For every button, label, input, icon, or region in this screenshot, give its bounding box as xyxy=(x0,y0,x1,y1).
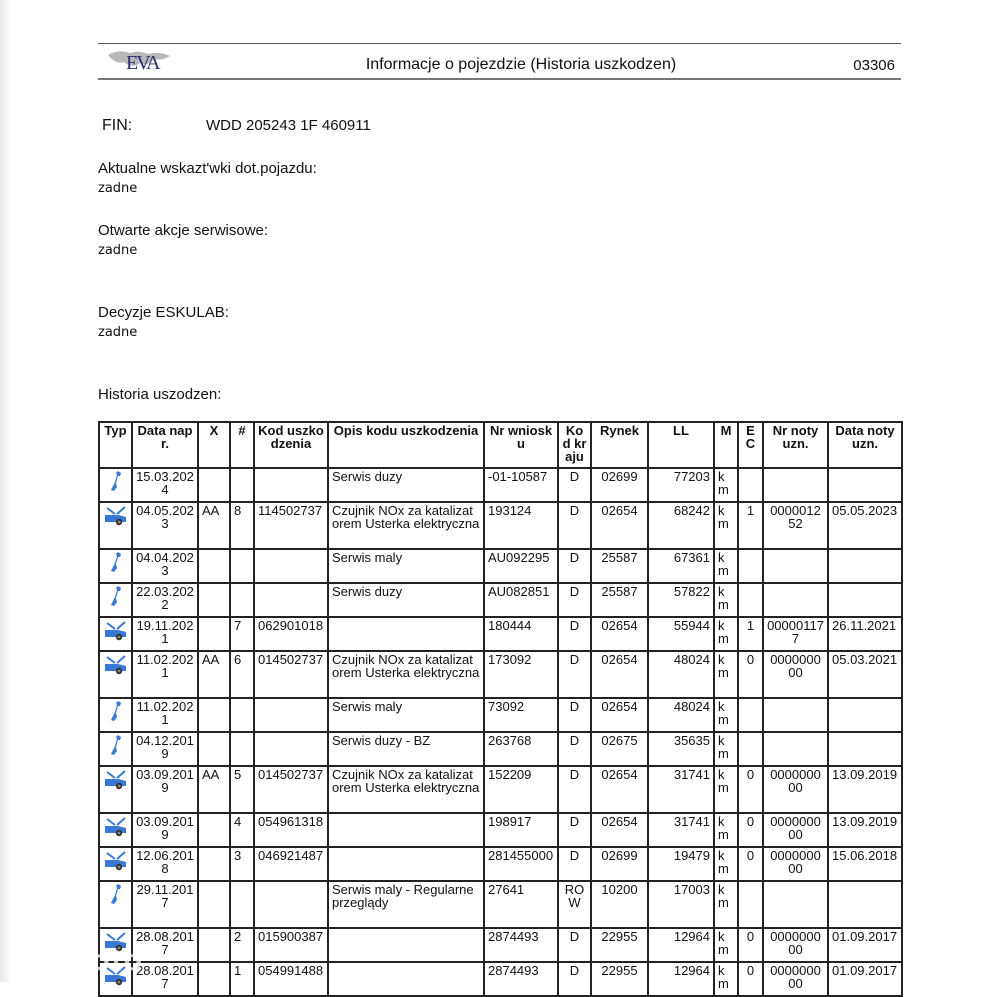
x-cell xyxy=(198,617,230,651)
description-cell: Serwis maly xyxy=(328,549,484,583)
mileage-cell: 67361 xyxy=(648,549,714,583)
country-cell: D xyxy=(558,468,591,502)
note-date-cell: 05.03.2021 xyxy=(828,651,902,698)
ec-cell xyxy=(738,549,763,583)
note-no-cell: 000001177 xyxy=(763,617,828,651)
number-cell: 5 xyxy=(230,766,254,813)
type-cell xyxy=(99,847,132,881)
note-date-cell xyxy=(828,698,902,732)
damaged-car-icon xyxy=(104,663,128,678)
country-cell: D xyxy=(558,698,591,732)
mileage-cell: 48024 xyxy=(648,651,714,698)
note-date-cell: 13.09.2019 xyxy=(828,766,902,813)
unit-cell: km xyxy=(714,766,738,813)
market-cell: 25587 xyxy=(591,549,648,583)
market-cell: 22955 xyxy=(591,962,648,996)
ec-cell: 0 xyxy=(738,651,763,698)
col-header-m: M xyxy=(714,422,738,468)
date-cell: 04.12.2019 xyxy=(132,732,198,766)
col-header-ll: LL xyxy=(648,422,714,468)
damage-code-cell: 014502737 xyxy=(254,651,328,698)
x-cell xyxy=(198,962,230,996)
claim-no-cell: 281455000 xyxy=(484,847,558,881)
mileage-cell: 48024 xyxy=(648,698,714,732)
section-value-service-actions: zadne xyxy=(98,243,138,258)
number-cell xyxy=(230,698,254,732)
claim-no-cell: AU082851 xyxy=(484,583,558,617)
type-cell xyxy=(99,651,132,698)
type-cell xyxy=(99,583,132,617)
unit-cell: km xyxy=(714,698,738,732)
unit-cell: km xyxy=(714,549,738,583)
ec-cell xyxy=(738,583,763,617)
ec-cell: 0 xyxy=(738,766,763,813)
table-row xyxy=(99,962,902,996)
description-cell: Czujnik NOx za katalizatorem Usterka elektryczna xyxy=(328,766,484,813)
table-row xyxy=(99,651,902,698)
damage-code-cell: 062901018 xyxy=(254,617,328,651)
damage-code-cell xyxy=(254,698,328,732)
table-row xyxy=(99,698,902,732)
col-header-country: Kod kraju xyxy=(558,422,591,468)
x-cell xyxy=(198,583,230,617)
page-edge xyxy=(0,0,10,982)
market-cell: 22955 xyxy=(591,928,648,962)
x-cell: AA xyxy=(198,502,230,549)
damage-history-table xyxy=(98,421,903,997)
damage-code-cell: 054991488 xyxy=(254,962,328,996)
date-cell: 29.11.2017 xyxy=(132,881,198,928)
unit-cell: km xyxy=(714,881,738,928)
table-row xyxy=(99,732,902,766)
description-cell: Serwis maly - Regularne przeglądy xyxy=(328,881,484,928)
number-cell xyxy=(230,732,254,766)
wrench-icon xyxy=(109,744,123,759)
note-no-cell xyxy=(763,698,828,732)
country-cell: ROW xyxy=(558,881,591,928)
ec-cell xyxy=(738,881,763,928)
note-date-cell xyxy=(828,732,902,766)
date-cell: 04.05.2023 xyxy=(132,502,198,549)
unit-cell: km xyxy=(714,583,738,617)
x-cell xyxy=(198,732,230,766)
unit-cell: km xyxy=(714,847,738,881)
table-row xyxy=(99,881,902,928)
logo-text: EVA xyxy=(126,52,159,74)
date-cell: 04.04.2023 xyxy=(132,549,198,583)
note-no-cell xyxy=(763,732,828,766)
header-top-rule xyxy=(98,43,901,44)
claim-no-cell: 152209 xyxy=(484,766,558,813)
damage-code-cell xyxy=(254,583,328,617)
claim-no-cell: 27641 xyxy=(484,881,558,928)
damaged-car-icon xyxy=(104,514,128,529)
damage-code-cell: 114502737 xyxy=(254,502,328,549)
type-cell xyxy=(99,881,132,928)
market-cell: 02675 xyxy=(591,732,648,766)
watermark: otomoto xyxy=(10,944,144,977)
country-cell: D xyxy=(558,928,591,962)
damage-code-cell xyxy=(254,468,328,502)
number-cell: 2 xyxy=(230,928,254,962)
fin-label: FIN: xyxy=(102,117,133,134)
market-cell: 10200 xyxy=(591,881,648,928)
table-row xyxy=(99,583,902,617)
ec-cell: 0 xyxy=(738,847,763,881)
x-cell xyxy=(198,468,230,502)
mileage-cell: 31741 xyxy=(648,813,714,847)
market-cell: 02654 xyxy=(591,502,648,549)
wrench-icon xyxy=(109,480,123,495)
damage-code-cell xyxy=(254,732,328,766)
wrench-icon xyxy=(109,893,123,908)
description-cell: Serwis duzy xyxy=(328,468,484,502)
damaged-car-icon xyxy=(104,778,128,793)
date-cell: 15.03.2024 xyxy=(132,468,198,502)
note-no-cell: 000001252 xyxy=(763,502,828,549)
damage-code-cell xyxy=(254,549,328,583)
damage-code-cell xyxy=(254,881,328,928)
col-header-typ: Typ xyxy=(99,422,132,468)
col-header-x: X xyxy=(198,422,230,468)
note-date-cell: 15.06.2018 xyxy=(828,847,902,881)
note-date-cell: 01.09.2017 xyxy=(828,962,902,996)
number-cell: 3 xyxy=(230,847,254,881)
x-cell: AA xyxy=(198,766,230,813)
col-header-claim-no: Nr wniosku xyxy=(484,422,558,468)
country-cell: D xyxy=(558,962,591,996)
market-cell: 02654 xyxy=(591,617,648,651)
claim-no-cell: 73092 xyxy=(484,698,558,732)
col-header-note-date: Data noty uzn. xyxy=(828,422,902,468)
x-cell xyxy=(198,881,230,928)
col-header-note-no: Nr noty uzn. xyxy=(763,422,828,468)
x-cell xyxy=(198,813,230,847)
country-cell: D xyxy=(558,502,591,549)
type-cell xyxy=(99,617,132,651)
note-no-cell xyxy=(763,881,828,928)
mileage-cell: 55944 xyxy=(648,617,714,651)
ec-cell: 0 xyxy=(738,928,763,962)
description-cell xyxy=(328,813,484,847)
document-number: 03306 xyxy=(853,57,895,74)
section-heading-eskulab: Decyzje ESKULAB: xyxy=(98,304,229,321)
damage-code-cell: 014502737 xyxy=(254,766,328,813)
x-cell xyxy=(198,847,230,881)
table-row xyxy=(99,549,902,583)
note-date-cell xyxy=(828,468,902,502)
description-cell: Czujnik NOx za katalizatorem Usterka elektryczna xyxy=(328,651,484,698)
col-header-number: # xyxy=(230,422,254,468)
number-cell: 1 xyxy=(230,962,254,996)
section-heading-service-actions: Otwarte akcje serwisowe: xyxy=(98,222,269,239)
col-header-ec: EC xyxy=(738,422,763,468)
number-cell: 8 xyxy=(230,502,254,549)
note-date-cell xyxy=(828,549,902,583)
col-header-market: Rynek xyxy=(591,422,648,468)
market-cell: 02654 xyxy=(591,813,648,847)
x-cell xyxy=(198,698,230,732)
x-cell xyxy=(198,928,230,962)
date-cell: 12.06.2018 xyxy=(132,847,198,881)
table-row xyxy=(99,766,902,813)
description-cell xyxy=(328,928,484,962)
country-cell: D xyxy=(558,549,591,583)
country-cell: D xyxy=(558,766,591,813)
col-header-damage-code: Kod uszkodzenia xyxy=(254,422,328,468)
type-cell xyxy=(99,502,132,549)
note-date-cell xyxy=(828,881,902,928)
market-cell: 02654 xyxy=(591,766,648,813)
ec-cell: 0 xyxy=(738,813,763,847)
wrench-icon xyxy=(109,561,123,576)
ec-cell: 1 xyxy=(738,502,763,549)
col-header-date: Data napr. xyxy=(132,422,198,468)
section-heading-vehicle-notes: Aktualne wskazt'wki dot.pojazdu: xyxy=(98,160,317,177)
note-no-cell: 000000000 xyxy=(763,962,828,996)
damaged-car-icon xyxy=(104,859,128,874)
description-cell xyxy=(328,847,484,881)
date-cell: 28.08.2017 xyxy=(132,928,198,962)
mileage-cell: 57822 xyxy=(648,583,714,617)
damage-code-cell: 015900387 xyxy=(254,928,328,962)
date-cell: 22.03.2022 xyxy=(132,583,198,617)
market-cell: 02699 xyxy=(591,468,648,502)
market-cell: 02654 xyxy=(591,698,648,732)
market-cell: 02699 xyxy=(591,847,648,881)
type-cell xyxy=(99,698,132,732)
description-cell xyxy=(328,617,484,651)
date-cell: 03.09.2019 xyxy=(132,766,198,813)
unit-cell: km xyxy=(714,502,738,549)
note-date-cell: 05.05.2023 xyxy=(828,502,902,549)
unit-cell: km xyxy=(714,962,738,996)
number-cell xyxy=(230,549,254,583)
claim-no-cell: 198917 xyxy=(484,813,558,847)
col-header-description: Opis kodu uszkodzenia xyxy=(328,422,484,468)
description-cell: Serwis duzy - BZ xyxy=(328,732,484,766)
mileage-cell: 12964 xyxy=(648,928,714,962)
header-bottom-rule xyxy=(98,78,901,80)
page-title: Informacje o pojezdzie (Historia uszkodzen) xyxy=(365,56,677,73)
country-cell: D xyxy=(558,583,591,617)
table-row xyxy=(99,617,902,651)
unit-cell: km xyxy=(714,732,738,766)
claim-no-cell: 2874493 xyxy=(484,962,558,996)
damaged-car-icon xyxy=(104,629,128,644)
note-no-cell: 000000000 xyxy=(763,847,828,881)
mileage-cell: 68242 xyxy=(648,502,714,549)
table-row xyxy=(99,847,902,881)
mileage-cell: 17003 xyxy=(648,881,714,928)
date-cell: 11.02.2021 xyxy=(132,651,198,698)
description-cell: Serwis duzy xyxy=(328,583,484,617)
mileage-cell: 35635 xyxy=(648,732,714,766)
wrench-icon xyxy=(109,595,123,610)
note-date-cell xyxy=(828,583,902,617)
country-cell: D xyxy=(558,617,591,651)
unit-cell: km xyxy=(714,928,738,962)
country-cell: D xyxy=(558,732,591,766)
type-cell xyxy=(99,549,132,583)
number-cell: 4 xyxy=(230,813,254,847)
market-cell: 25587 xyxy=(591,583,648,617)
history-heading: Historia uszodzen: xyxy=(98,386,222,403)
wrench-icon xyxy=(109,710,123,725)
description-cell: Czujnik NOx za katalizatorem Usterka elektryczna xyxy=(328,502,484,549)
number-cell xyxy=(230,468,254,502)
type-cell xyxy=(99,766,132,813)
number-cell: 7 xyxy=(230,617,254,651)
description-cell xyxy=(328,962,484,996)
note-date-cell: 01.09.2017 xyxy=(828,928,902,962)
damage-code-cell: 046921487 xyxy=(254,847,328,881)
section-value-eskulab: zadne xyxy=(98,325,138,340)
date-cell: 19.11.2021 xyxy=(132,617,198,651)
market-cell: 02654 xyxy=(591,651,648,698)
unit-cell: km xyxy=(714,468,738,502)
damage-code-cell: 054961318 xyxy=(254,813,328,847)
date-cell: 03.09.2019 xyxy=(132,813,198,847)
damaged-car-icon xyxy=(104,825,128,840)
note-no-cell: 000000000 xyxy=(763,813,828,847)
note-no-cell: 000000000 xyxy=(763,928,828,962)
date-cell: 28.08.2017 xyxy=(132,962,198,996)
mileage-cell: 31741 xyxy=(648,766,714,813)
claim-no-cell: 173092 xyxy=(484,651,558,698)
description-cell: Serwis maly xyxy=(328,698,484,732)
note-no-cell xyxy=(763,468,828,502)
ec-cell: 0 xyxy=(738,962,763,996)
unit-cell: km xyxy=(714,651,738,698)
claim-no-cell: 2874493 xyxy=(484,928,558,962)
claim-no-cell: 180444 xyxy=(484,617,558,651)
number-cell xyxy=(230,583,254,617)
table-row xyxy=(99,928,902,962)
section-value-vehicle-notes: zadne xyxy=(98,181,138,196)
note-date-cell: 13.09.2019 xyxy=(828,813,902,847)
claim-no-cell: -01-10587 xyxy=(484,468,558,502)
country-cell: D xyxy=(558,651,591,698)
number-cell: 6 xyxy=(230,651,254,698)
mileage-cell: 77203 xyxy=(648,468,714,502)
type-cell xyxy=(99,813,132,847)
note-no-cell: 000000000 xyxy=(763,766,828,813)
claim-no-cell: AU092295 xyxy=(484,549,558,583)
ec-cell xyxy=(738,732,763,766)
unit-cell: km xyxy=(714,813,738,847)
claim-no-cell: 193124 xyxy=(484,502,558,549)
mileage-cell: 19479 xyxy=(648,847,714,881)
country-cell: D xyxy=(558,847,591,881)
country-cell: D xyxy=(558,813,591,847)
number-cell xyxy=(230,881,254,928)
note-no-cell xyxy=(763,549,828,583)
note-no-cell: 000000000 xyxy=(763,651,828,698)
claim-no-cell: 263768 xyxy=(484,732,558,766)
type-cell xyxy=(99,468,132,502)
fin-value: WDD 205243 1F 460911 xyxy=(206,117,371,134)
unit-cell: km xyxy=(714,617,738,651)
mileage-cell: 12964 xyxy=(648,962,714,996)
x-cell: AA xyxy=(198,651,230,698)
table-row xyxy=(99,468,902,502)
table-row xyxy=(99,502,902,549)
table-row xyxy=(99,813,902,847)
ec-cell xyxy=(738,698,763,732)
table-header-row xyxy=(99,422,902,468)
ec-cell: 1 xyxy=(738,617,763,651)
note-no-cell xyxy=(763,583,828,617)
type-cell xyxy=(99,732,132,766)
ec-cell xyxy=(738,468,763,502)
x-cell xyxy=(198,549,230,583)
date-cell: 11.02.2021 xyxy=(132,698,198,732)
note-date-cell: 26.11.2021 xyxy=(828,617,902,651)
